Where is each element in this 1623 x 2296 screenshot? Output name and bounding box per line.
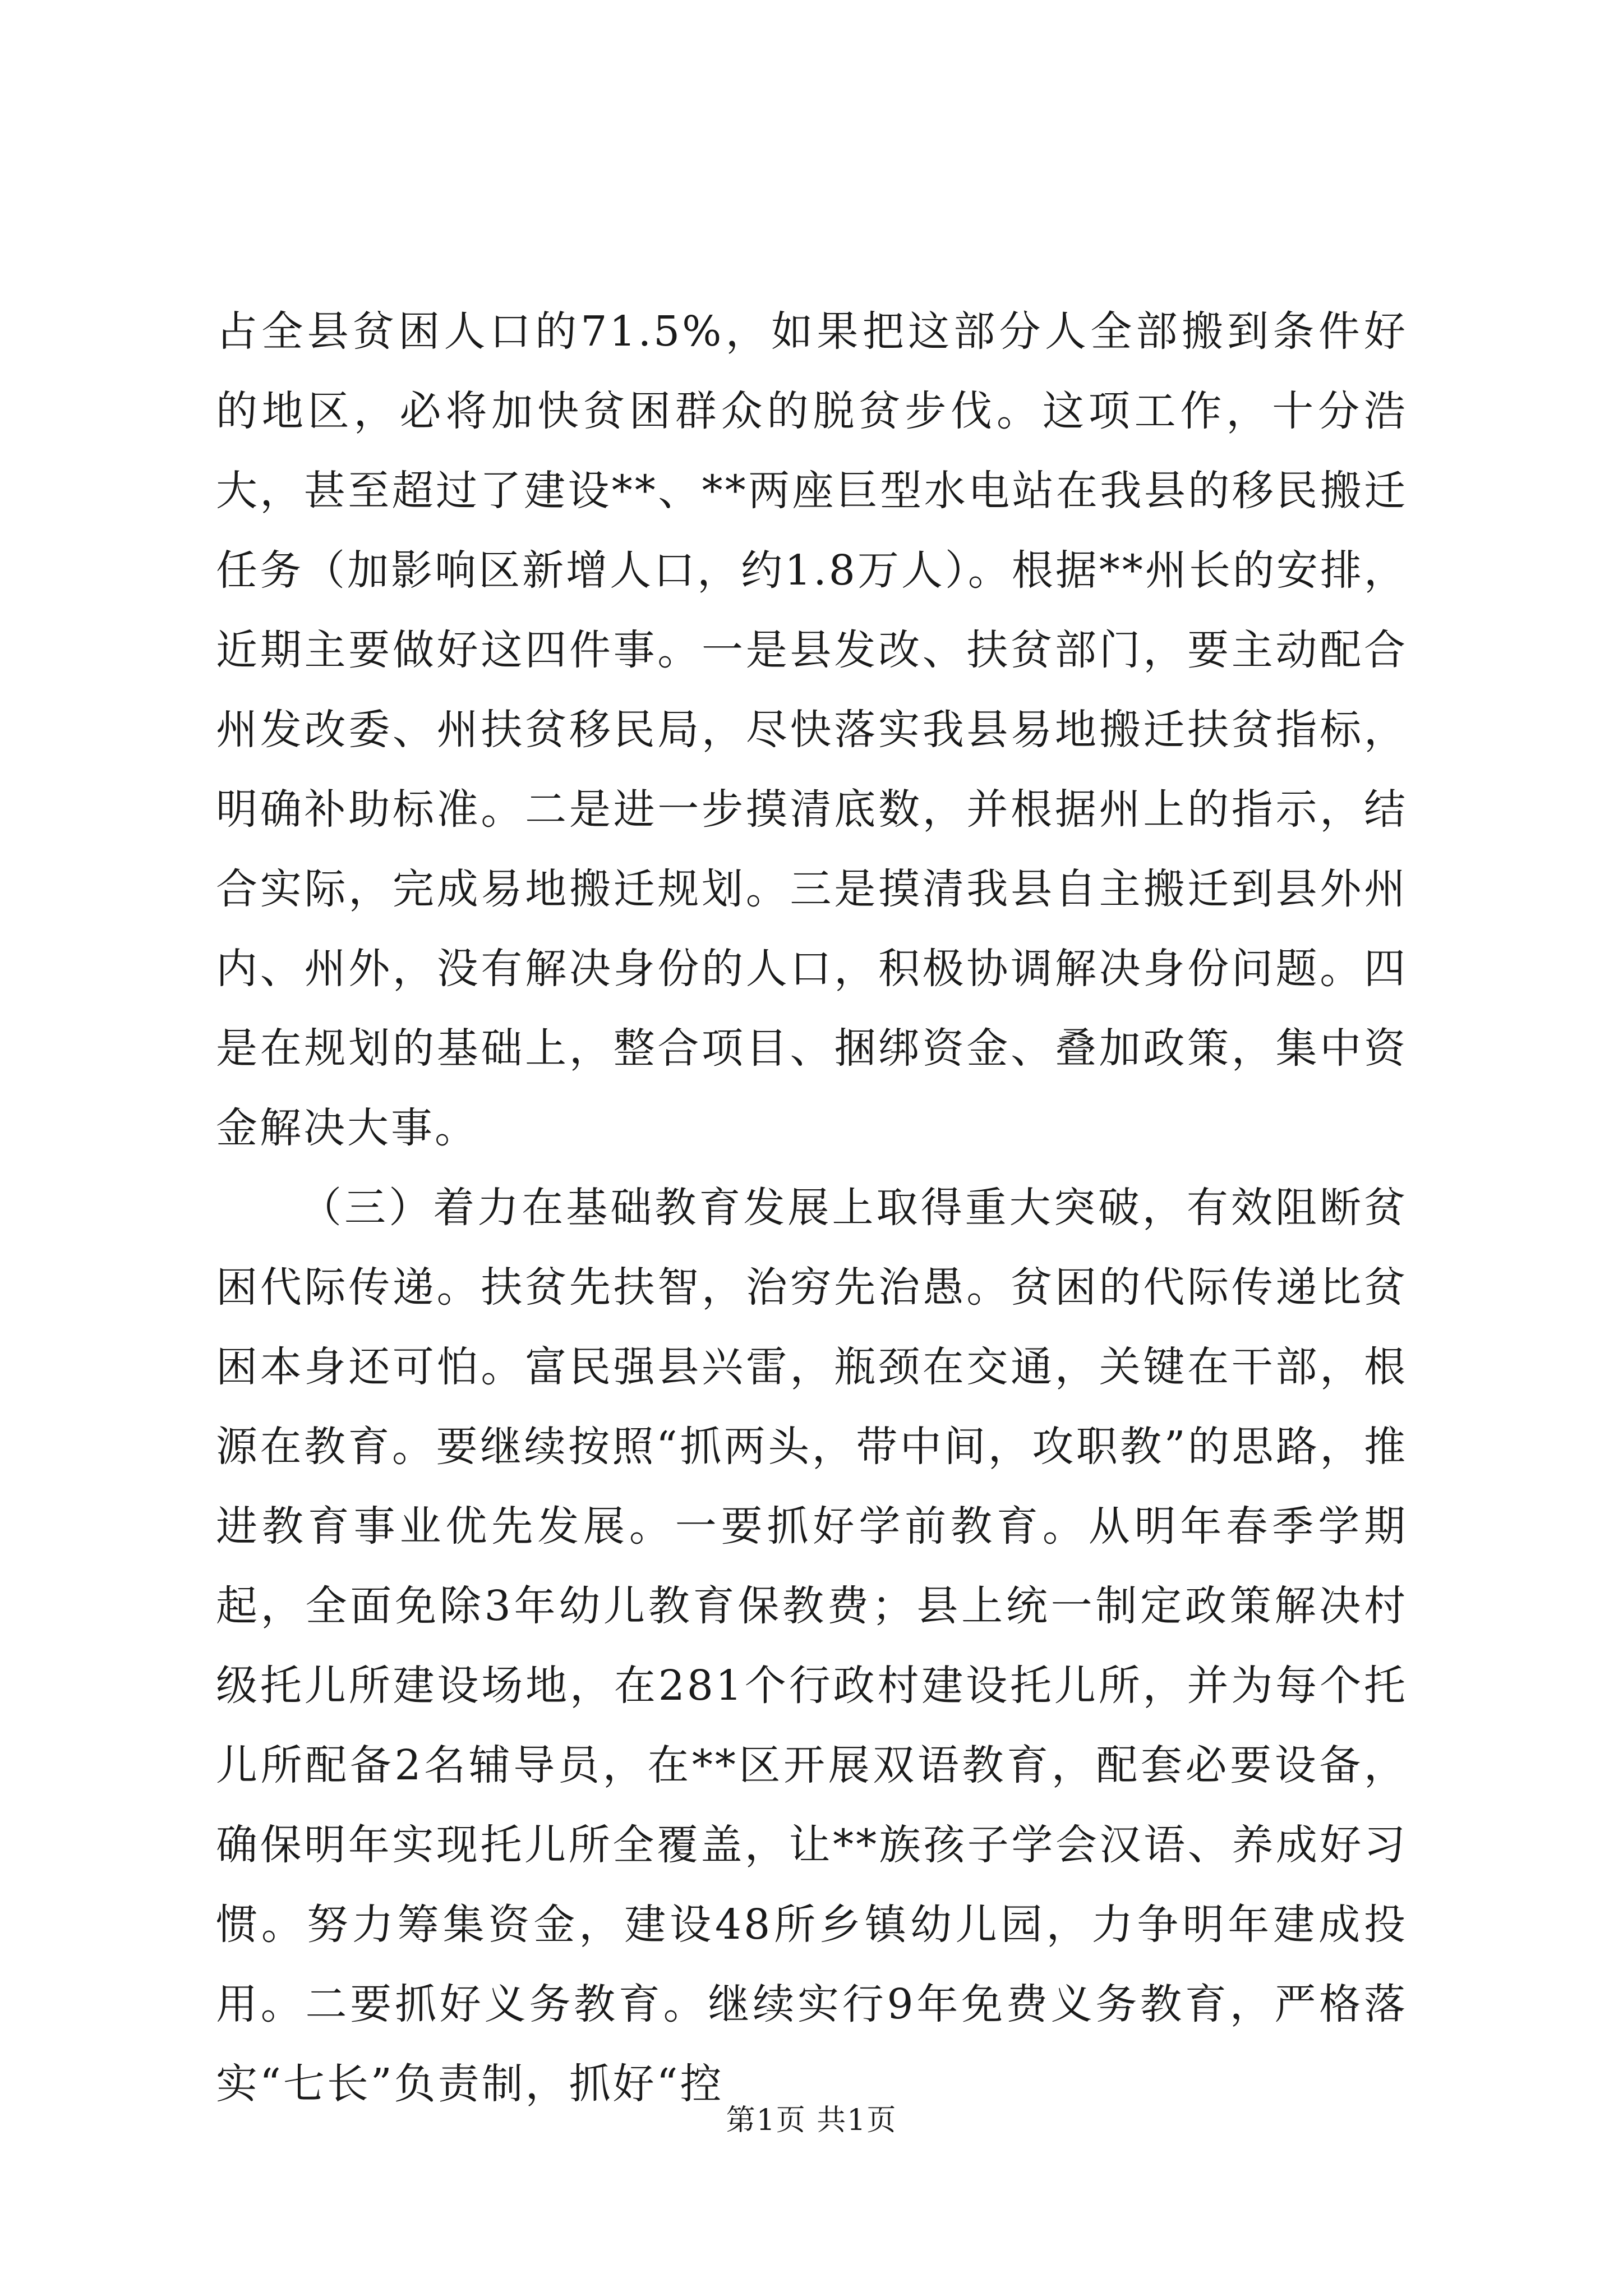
body-paragraph-1: 占全县贫困人口的71.5%，如果把这部分人全部搬到条件好的地区，必将加快贫困群众的脱贫步伐。这项工作，十分浩大，甚至超过了建设**、**两座巨型水电站在我县的移民搬迁任务（加影响区新增人口，约1.8万人）。根据**州长的安排，近期主要做好这四件事。一是县发改、扶贫部门，要主动配合州发改委、州扶贫移民局，尽快落实我县易地搬迁扶贫指标，明确补助标准。二是进一步摸清底数，并根据州上的指示，结合实际，完成易地搬迁规划。三是摸清我县自主搬迁到县外州内、州外，没有解决身份的人口，积极协调解决身份问题。四是在规划的基础上，整合项目、捆绑资金、叠加政策，集中资金解决大事。 xyxy=(216,307,1408,1152)
page-number-label: 第1页 共1页 xyxy=(726,2104,897,2137)
body-paragraph-2: （三）着力在基础教育发展上取得重大突破，有效阻断贫困代际传递。扶贫先扶智，治穷先治愚。贫困的代际传递比贫困本身还可怕。富民强县兴雷，瓶颈在交通，关键在干部，根源在教育。要继续按照“抓两头，带中间，攻职教”的思路，推进教育事业优先发展。一要抓好学前教育。从明年春季学期起，全面免除3年幼儿教育保教费；县上统一制定政策解决村级托儿所建设场地，在281个行政村建设托儿所，并为每个托儿所配备2名辅导员，在**区开展双语教育，配套必要设备，确保明年实现托儿所全覆盖，让**族孩子学会汉语、养成好习惯。努力筹集资金，建设48所乡镇幼儿园，力争明年建成投用。二要抓好义务教育。继续实行9年免费义务教育，严格落实“七长”负责制，抓好“控 xyxy=(216,1184,1408,2108)
page-footer xyxy=(0,2101,1623,2140)
document-body xyxy=(216,292,1408,2124)
